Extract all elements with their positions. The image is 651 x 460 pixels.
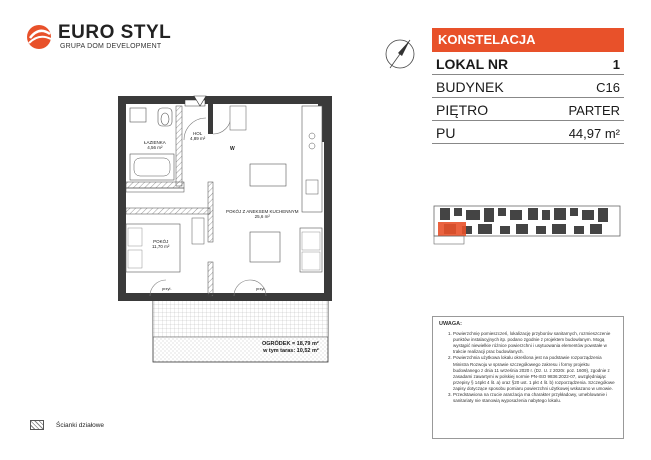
notes-list <box>439 331 617 404</box>
bathroom-area: 4,56 m² <box>147 145 163 150</box>
logo-subtitle: GRUPA DOM DEVELOPMENT <box>60 43 162 50</box>
room-label: POKÓJ <box>153 239 169 244</box>
info-value: C16 <box>596 80 620 95</box>
note-item: 3. Przedstawiona na rzucie aranżacja ma charakter przykładowy, umeblowanie i sanitariaty nie stanowią wyposażenia nabytego lokalu. <box>453 392 617 404</box>
room-label-group <box>152 239 169 249</box>
kitchen-label: POKÓJ Z ANEKSEM KUCHENNYM <box>226 209 299 214</box>
door-mark: przyl. <box>256 286 266 291</box>
hall-label-group <box>190 131 205 141</box>
key-plan <box>432 196 622 246</box>
info-label: PU <box>436 125 456 141</box>
notes-box <box>432 316 624 439</box>
info-label: PIĘTRO <box>436 102 489 118</box>
north-arrow-icon <box>380 34 420 74</box>
w-mark: W <box>230 146 235 152</box>
info-value: PARTER <box>568 103 620 118</box>
logo-name: EURO STYL <box>58 22 172 43</box>
info-row-building <box>432 75 624 98</box>
bathroom-label: ŁAZIENKA <box>144 140 166 145</box>
project-title: KONSTELACJA <box>432 28 624 52</box>
info-row-unit <box>432 52 624 75</box>
note-item: 2. Powierzchnia użytkowa lokalu określona jest na podstawie rozporządzenia Ministra Rozwoju w sprawie szczegółowego zakresu i formy projektu budowlanego z dnia 11 września 2020 r. (Dz. U. z 2020r. poz. 1609), zgodnie z zasadami zawartymi w polskiej normie PN-ISO 9836:2022-07, uwzględniając przepisy § 14pkt 4 lit. a) oraz §20 ust. 1 pkt 4 lit. b) rozporządzenia. Szczegółowe zapisy dotyczące sposobu pomiaru powierzchni użytkowej wskazano w umowie. <box>453 355 617 392</box>
garden-area: OGRÓDEK = 18,79 m² <box>262 341 319 347</box>
kitchen-area: 25,6 m² <box>254 214 270 219</box>
partition-legend-swatch <box>30 420 44 430</box>
euro-styl-logo-mark <box>24 22 54 52</box>
room-area: 11,70 m² <box>152 244 170 249</box>
note-item: 1. Powierzchnię pomieszczeń, lokalizację przyborów sanitarnych, rozmieszczenie punktów instalacyjnych itp. podano zgodnie z projektem budowlanym. Mogą wystąpić niewielkie różnice powierzchni i usytuowania elementów powstałe w trakcie realizacji prac budowlanych. <box>453 331 617 355</box>
bathroom-label-group <box>144 140 166 150</box>
info-label: LOKAL NR <box>436 56 509 72</box>
info-value: 1 <box>612 57 620 72</box>
info-row-floor <box>432 98 624 121</box>
terrace-area: w tym taras: 10,52 m² <box>263 347 319 354</box>
notes-title: UWAGA: <box>439 321 462 327</box>
kitchen-label-group <box>226 209 299 219</box>
info-value: 44,97 m² <box>568 126 620 141</box>
hall-label: HOL <box>193 131 203 136</box>
door-mark: przyl. <box>162 286 172 291</box>
info-row-area <box>432 121 624 144</box>
unit-info-panel <box>432 28 624 144</box>
hall-area: 4,89 m² <box>190 136 206 141</box>
floor-plan <box>110 92 350 377</box>
garden-label-group <box>262 341 319 354</box>
info-label: BUDYNEK <box>436 79 504 95</box>
partition-legend-label: Ścianki działowe <box>56 422 105 429</box>
